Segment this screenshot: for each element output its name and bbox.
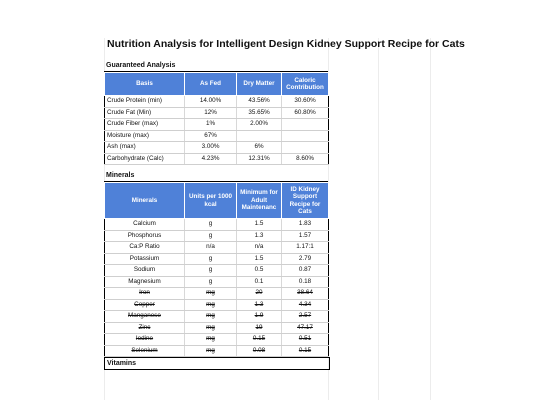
table-cell: 0.18: [282, 276, 329, 288]
table-cell: g: [185, 219, 237, 231]
document-title: Nutrition Analysis for Intelligent Design Kidney Support Recipe for Cats: [107, 38, 465, 50]
table-cell: 0.08: [237, 345, 282, 357]
table-cell: 12.31%: [237, 153, 282, 165]
table-cell: 2.79: [282, 253, 329, 265]
section-label-guaranteed: Guaranteed Analysis: [104, 60, 328, 72]
table-cell: 38.64: [282, 288, 329, 300]
table-cell: Magnesium: [105, 276, 185, 288]
table-row: [105, 242, 329, 254]
table-cell: 2.00%: [237, 119, 282, 131]
table-cell: 1.5: [237, 219, 282, 231]
table-header-row: [105, 73, 329, 96]
table-cell: 1.9: [237, 311, 282, 323]
guaranteed-analysis-table: [104, 72, 329, 165]
table-cell: [237, 130, 282, 142]
table-cell: Iodine: [105, 334, 185, 346]
table-cell: n/a: [237, 242, 282, 254]
table-cell: mg: [185, 288, 237, 300]
guaranteed-analysis-section: [104, 60, 328, 165]
table-cell: 1.17:1: [282, 242, 329, 254]
table-header-row: [105, 183, 329, 219]
table-row: [105, 219, 329, 231]
table-row: [105, 322, 329, 334]
table-cell: 30.60%: [282, 96, 329, 108]
table-cell: mg: [185, 299, 237, 311]
table-cell: 8.60%: [282, 153, 329, 165]
table-row: [105, 299, 329, 311]
section-label-vitamins: Vitamins: [104, 357, 330, 370]
table-cell: Potassium: [105, 253, 185, 265]
table-row: [105, 253, 329, 265]
column-header: ID Kidney Support Recipe for Cats: [282, 183, 329, 219]
table-row: [105, 334, 329, 346]
table-cell: 1.3: [237, 230, 282, 242]
table-cell: 35.65%: [237, 107, 282, 119]
table-row: [105, 311, 329, 323]
table-cell: 1.3: [237, 299, 282, 311]
table-cell: Ca:P Ratio: [105, 242, 185, 254]
table-cell: n/a: [185, 242, 237, 254]
table-cell: mg: [185, 311, 237, 323]
table-cell: 1%: [185, 119, 237, 131]
table-cell: 0.87: [282, 265, 329, 277]
grid-line: [378, 38, 379, 400]
table-cell: Copper: [105, 299, 185, 311]
table-cell: [282, 130, 329, 142]
table-cell: 14.00%: [185, 96, 237, 108]
column-header: Minimum for Adult Maintenanc: [237, 183, 282, 219]
table-cell: Manganese: [105, 311, 185, 323]
table-cell: Crude Fiber (max): [105, 119, 185, 131]
table-row: [105, 276, 329, 288]
table-cell: 67%: [185, 130, 237, 142]
table-row: [105, 288, 329, 300]
table-row: [105, 107, 329, 119]
column-header: Caloric Contribution: [282, 73, 329, 96]
table-cell: mg: [185, 334, 237, 346]
table-cell: 6%: [237, 142, 282, 154]
table-row: [105, 96, 329, 108]
table-cell: Carbohydrate (Calc): [105, 153, 185, 165]
table-cell: [282, 142, 329, 154]
table-row: [105, 345, 329, 357]
table-row: [105, 130, 329, 142]
table-cell: g: [185, 276, 237, 288]
table-cell: 0.15: [282, 345, 329, 357]
table-cell: g: [185, 230, 237, 242]
table-cell: 1.5: [237, 253, 282, 265]
table-cell: 0.51: [282, 334, 329, 346]
table-cell: mg: [185, 322, 237, 334]
table-cell: Crude Protein (min): [105, 96, 185, 108]
table-cell: 4.34: [282, 299, 329, 311]
table-cell: 3.00%: [185, 142, 237, 154]
table-cell: 12%: [185, 107, 237, 119]
column-header: Units per 1000 kcal: [185, 183, 237, 219]
table-row: [105, 142, 329, 154]
grid-line: [430, 38, 431, 400]
table-cell: 20: [237, 288, 282, 300]
table-cell: mg: [185, 345, 237, 357]
table-cell: Moisture (max): [105, 130, 185, 142]
table-cell: g: [185, 253, 237, 265]
section-label-minerals: Minerals: [104, 170, 328, 182]
column-header: Minerals: [105, 183, 185, 219]
column-header: Basis: [105, 73, 185, 96]
table-cell: 60.80%: [282, 107, 329, 119]
table-cell: 4.23%: [185, 153, 237, 165]
table-cell: [282, 119, 329, 131]
table-cell: Calcium: [105, 219, 185, 231]
table-cell: Sodium: [105, 265, 185, 277]
table-cell: Selenium: [105, 345, 185, 357]
table-row: [105, 230, 329, 242]
table-cell: 1.57: [282, 230, 329, 242]
table-row: [105, 153, 329, 165]
table-cell: Zinc: [105, 322, 185, 334]
table-cell: Phosphorus: [105, 230, 185, 242]
table-cell: 0.5: [237, 265, 282, 277]
table-cell: Ash (max): [105, 142, 185, 154]
table-cell: 0.15: [237, 334, 282, 346]
column-header: As Fed: [185, 73, 237, 96]
minerals-table: [104, 182, 329, 357]
table-cell: 43.56%: [237, 96, 282, 108]
table-cell: 47.17: [282, 322, 329, 334]
table-cell: g: [185, 265, 237, 277]
table-cell: 2.57: [282, 311, 329, 323]
table-cell: 19: [237, 322, 282, 334]
table-row: [105, 265, 329, 277]
minerals-section: [104, 170, 328, 357]
table-row: [105, 119, 329, 131]
table-cell: 0.1: [237, 276, 282, 288]
column-header: Dry Matter: [237, 73, 282, 96]
table-cell: 1.83: [282, 219, 329, 231]
table-cell: Crude Fat (Min): [105, 107, 185, 119]
table-cell: Iron: [105, 288, 185, 300]
